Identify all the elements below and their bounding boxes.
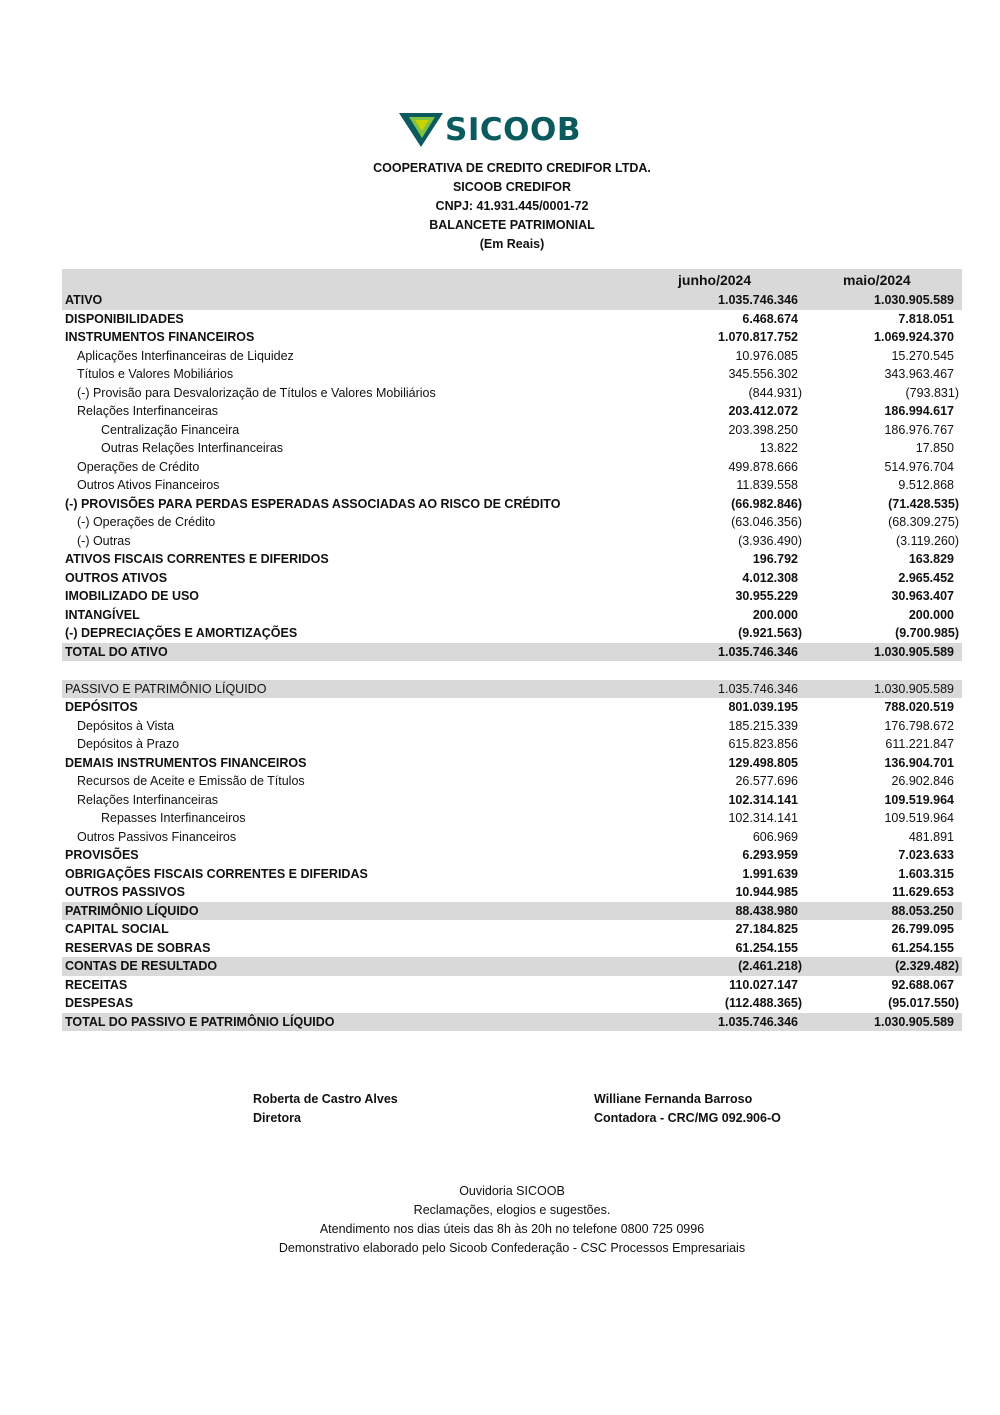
table-row: ATIVOS FISCAIS CORRENTES E DIFERIDOS 196.792 163.829 <box>65 552 954 566</box>
table-row: CONTAS DE RESULTADO (2.461.218) (2.329.482) <box>62 957 962 976</box>
signature-director <box>253 1090 398 1128</box>
cnpj: CNPJ: 41.931.445/0001-72 <box>435 199 589 213</box>
column-header-june: junho/2024 <box>678 272 752 288</box>
document-title: BALANCETE PATRIMONIAL <box>429 218 595 232</box>
table-row: OUTROS ATIVOS 4.012.308 2.965.452 <box>65 570 954 585</box>
footer-line: Demonstrativo elaborado pelo Sicoob Confederação - CSC Processos Empresariais <box>278 1241 746 1255</box>
footer-line: Reclamações, elogios e sugestões. <box>413 1203 611 1217</box>
column-header-may: maio/2024 <box>843 272 911 288</box>
table-row: DESPESAS (112.488.365) (95.017.550) <box>65 996 959 1010</box>
table-row: Depósitos à Prazo 615.823.856 611.221.847 <box>77 737 954 751</box>
table-row: Operações de Crédito 499.878.666 514.976.704 <box>77 459 954 474</box>
table-row: PROVISÕES 6.293.959 7.023.633 <box>65 848 954 862</box>
sicoob-logo-icon <box>398 111 444 149</box>
table-row: (-) PROVISÕES PARA PERDAS ESPERADAS ASSOCIADAS AO RISCO DE CRÉDITO (66.982.846) (71.428.535) <box>65 496 959 511</box>
sicoob-logo <box>398 108 598 152</box>
table-row: Aplicações Interfinanceiras de Liquidez 10.976.085 15.270.545 <box>77 348 954 363</box>
table-row: Recursos de Aceite e Emissão de Títulos 26.577.696 26.902.846 <box>77 774 954 788</box>
logo-text: SICOOB <box>445 112 581 148</box>
table-row: ATIVO 1.035.746.346 1.030.905.589 <box>62 291 962 310</box>
table-row: Relações Interfinanceiras 102.314.141 109.519.964 <box>77 792 954 807</box>
table-row: RESERVAS DE SOBRAS 61.254.155 61.254.155 <box>65 940 954 955</box>
signature-name: Roberta de Castro Alves <box>253 1092 398 1106</box>
balance-sheet-table <box>62 269 962 1031</box>
table-row: (-) Operações de Crédito (63.046.356) (68.309.275) <box>77 515 959 529</box>
signature-role: Contadora - CRC/MG 092.906-O <box>594 1111 781 1125</box>
table-row: Outros Passivos Financeiros 606.969 481.891 <box>77 829 954 844</box>
signature-role: Diretora <box>253 1111 301 1125</box>
column-header-row <box>62 269 962 291</box>
table-row: OBRIGAÇÕES FISCAIS CORRENTES E DIFERIDAS 1.991.639 1.603.315 <box>65 866 954 881</box>
table-row-total-passivo: TOTAL DO PASSIVO E PATRIMÔNIO LÍQUIDO 1.035.746.346 1.030.905.589 <box>62 1013 962 1032</box>
table-row: OUTROS PASSIVOS 10.944.985 11.629.653 <box>65 885 954 899</box>
table-row: Outros Ativos Financeiros 11.839.558 9.512.868 <box>77 478 954 492</box>
table-row: Relações Interfinanceiras 203.412.072 186.994.617 <box>77 404 954 418</box>
footer-line: Ouvidoria SICOOB <box>459 1184 565 1198</box>
company-name: COOPERATIVA DE CREDITO CREDIFOR LTDA. <box>373 161 651 175</box>
table-row: Depósitos à Vista 185.215.339 176.798.672 <box>77 718 954 733</box>
table-row: DISPONIBILIDADES 6.468.674 7.818.051 <box>65 311 954 326</box>
signature-name: Williane Fernanda Barroso <box>594 1092 753 1106</box>
table-row-total-ativo: TOTAL DO ATIVO 1.035.746.346 1.030.905.589 <box>62 643 962 662</box>
table-row: Centralização Financeira 203.398.250 186.976.767 <box>101 422 954 437</box>
table-row: CAPITAL SOCIAL 27.184.825 26.799.095 <box>65 922 954 936</box>
table-row: IMOBILIZADO DE USO 30.955.229 30.963.407 <box>65 589 954 603</box>
table-row: PATRIMÔNIO LÍQUIDO 88.438.980 88.053.250 <box>62 902 962 921</box>
table-row: (-) DEPRECIAÇÕES E AMORTIZAÇÕES (9.921.563) (9.700.985) <box>65 626 959 640</box>
signature-accountant <box>594 1090 781 1128</box>
table-row: INTANGÍVEL 200.000 200.000 <box>65 607 954 622</box>
table-row: Títulos e Valores Mobiliários 345.556.302 343.963.467 <box>77 367 954 381</box>
table-row: INSTRUMENTOS FINANCEIROS 1.070.817.752 1.069.924.370 <box>65 330 954 344</box>
table-row: RECEITAS 110.027.147 92.688.067 <box>65 977 954 992</box>
table-spacer <box>62 661 962 680</box>
table-row: Repasses Interfinanceiros 102.314.141 109.519.964 <box>101 811 954 825</box>
footer-ombudsman <box>0 1182 1000 1258</box>
table-row: (-) Provisão para Desvalorização de Títulos e Valores Mobiliários (844.931) (793.831) <box>77 385 959 400</box>
table-row: PASSIVO E PATRIMÔNIO LÍQUIDO 1.035.746.346 1.030.905.589 <box>62 680 962 699</box>
table-row: DEMAIS INSTRUMENTOS FINANCEIROS 129.498.805 136.904.701 <box>65 755 954 770</box>
company-short-name: SICOOB CREDIFOR <box>452 180 572 194</box>
table-row: Outras Relações Interfinanceiras 13.822 17.850 <box>101 441 954 455</box>
footer-line: Atendimento nos dias úteis das 8h às 20h no telefone 0800 725 0996 <box>319 1222 705 1236</box>
currency-note: (Em Reais) <box>479 237 545 251</box>
document-header <box>0 159 1000 254</box>
table-row: DEPÓSITOS 801.039.195 788.020.519 <box>65 700 954 714</box>
table-row: (-) Outras (3.936.490) (3.119.260) <box>77 533 959 548</box>
